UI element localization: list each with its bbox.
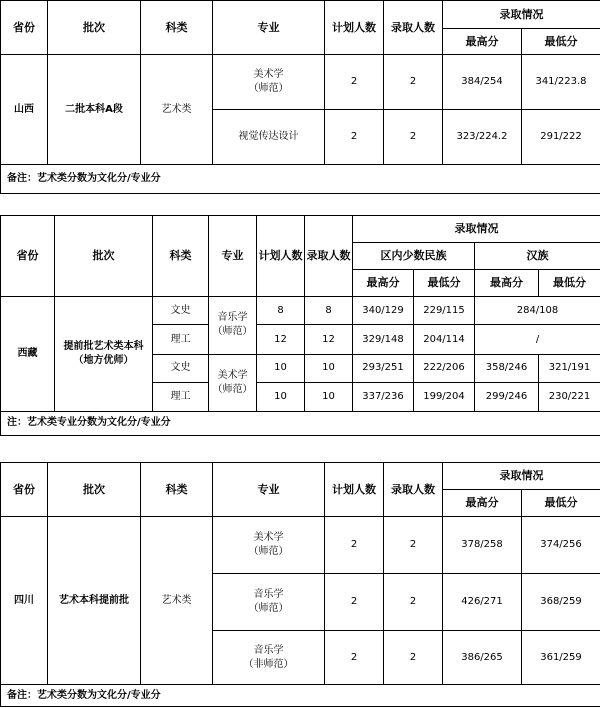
major-line: （非师范） [243,658,294,670]
admitted-cell: 12 [305,325,353,354]
header-province: 省份 [1,1,48,55]
table-note: 备注：艺术类分数为文化分/专业分 [1,165,600,194]
admitted-cell: 10 [305,382,353,411]
tibet-admission-table [0,215,600,436]
header-batch: 批次 [48,463,141,517]
major-cell [213,631,325,685]
header-category: 科类 [141,463,213,517]
major-line: （师范） [212,326,253,338]
header-batch: 批次 [48,1,141,55]
major-cell [213,517,325,574]
batch-line: （地方优师） [73,355,134,367]
han-min-cell: 321/191 [539,354,600,382]
major-cell: 视觉传达设计 [213,110,325,165]
planned-cell: 2 [325,574,384,631]
planned-cell: 10 [257,354,305,382]
min-score-cell: 291/222 [522,110,600,165]
minority-min-cell: 222/206 [414,354,475,382]
max-score-cell: 384/254 [443,55,522,110]
category-cell: 理工 [153,325,209,354]
admitted-cell: 2 [384,631,443,685]
planned-cell: 12 [257,325,305,354]
header-max: 最高分 [443,490,522,517]
han-min-cell: 230/221 [539,382,600,411]
header-admission: 录取情况 [443,463,600,490]
admitted-cell: 2 [384,517,443,574]
minority-min-cell: 204/114 [414,325,475,354]
header-planned: 计划人数 [325,463,384,517]
batch-line: 提前批艺术类本科 [63,341,144,353]
province-cell: 四川 [1,517,48,685]
header-category: 科类 [141,1,213,55]
min-score-cell: 368/259 [522,574,600,631]
header-admission: 录取情况 [443,1,600,29]
sichuan-admission-table [0,462,600,707]
table-row [1,517,600,574]
max-score-cell: 426/271 [443,574,522,631]
major-line: 音乐学 [217,312,248,324]
category-cell: 理工 [153,382,209,411]
max-score-cell: 378/258 [443,517,522,574]
minority-max-cell: 329/148 [353,325,414,354]
han-max-cell: 358/246 [475,354,539,382]
planned-cell: 2 [325,517,384,574]
major-line: 音乐学 [253,589,284,600]
header-max: 最高分 [443,29,522,55]
admitted-cell: 2 [384,110,443,165]
shanxi-admission-table [0,0,600,194]
category-cell: 艺术类 [141,55,213,165]
header-max: 最高分 [353,270,414,297]
header-max: 最高分 [475,270,539,297]
header-batch: 批次 [55,216,153,297]
major-line: （师范） [212,383,253,395]
header-category: 科类 [153,216,209,297]
major-line: 音乐学 [253,644,284,656]
major-line: （师范） [248,603,289,614]
header-major: 专业 [213,1,325,55]
header-admitted: 录取人数 [384,463,443,517]
header-minority: 区内少数民族 [353,243,475,270]
province-cell: 西藏 [1,297,55,412]
admitted-cell: 2 [384,55,443,110]
header-province: 省份 [1,216,55,297]
header-min: 最低分 [522,29,600,55]
han-score-cell: / [475,325,600,354]
category-cell: 文史 [153,297,209,325]
table-note: 注：艺术类专业分数为文化分/专业分 [1,411,600,435]
min-score-cell: 361/259 [522,631,600,685]
major-line: 美术学 [253,69,284,80]
minority-max-cell: 293/251 [353,354,414,382]
header-admitted: 录取人数 [384,1,443,55]
header-planned: 计划人数 [257,216,305,297]
header-min: 最低分 [539,270,600,297]
major-cell [209,297,257,354]
major-cell [213,55,325,110]
admitted-cell: 8 [305,297,353,325]
header-admitted: 录取人数 [305,216,353,297]
header-min: 最低分 [414,270,475,297]
header-major: 专业 [209,216,257,297]
major-line: 美术学 [253,532,284,543]
minority-min-cell: 229/115 [414,297,475,325]
header-planned: 计划人数 [325,1,384,55]
category-cell: 文史 [153,354,209,382]
admitted-cell: 10 [305,354,353,382]
header-min: 最低分 [522,490,600,517]
province-cell: 山西 [1,55,48,165]
min-score-cell: 341/223.8 [522,55,600,110]
planned-cell: 2 [325,631,384,685]
minority-max-cell: 337/236 [353,382,414,411]
minority-min-cell: 199/204 [414,382,475,411]
table-note: 备注：艺术类分数为文化分/专业分 [1,685,600,707]
category-cell: 艺术类 [141,517,213,685]
minority-max-cell: 340/129 [353,297,414,325]
planned-cell: 8 [257,297,305,325]
han-score-cell: 284/108 [475,297,600,325]
admitted-cell: 2 [384,574,443,631]
major-cell [209,354,257,411]
header-province: 省份 [1,463,48,517]
batch-cell [55,297,153,412]
major-line: （师范） [248,83,289,94]
header-han: 汉族 [475,243,600,270]
major-line: （师范） [248,546,289,557]
min-score-cell: 374/256 [522,517,600,574]
max-score-cell: 323/224.2 [443,110,522,165]
planned-cell: 2 [325,110,384,165]
major-cell [213,574,325,631]
planned-cell: 10 [257,382,305,411]
han-max-cell: 299/246 [475,382,539,411]
header-admission: 录取情况 [353,216,600,243]
table-row [1,297,600,325]
planned-cell: 2 [325,55,384,110]
major-line: 美术学 [217,369,248,381]
batch-cell: 艺术本科提前批 [48,517,141,685]
header-major: 专业 [213,463,325,517]
table-row [1,55,600,110]
batch-cell: 二批本科A段 [48,55,141,165]
max-score-cell: 386/265 [443,631,522,685]
